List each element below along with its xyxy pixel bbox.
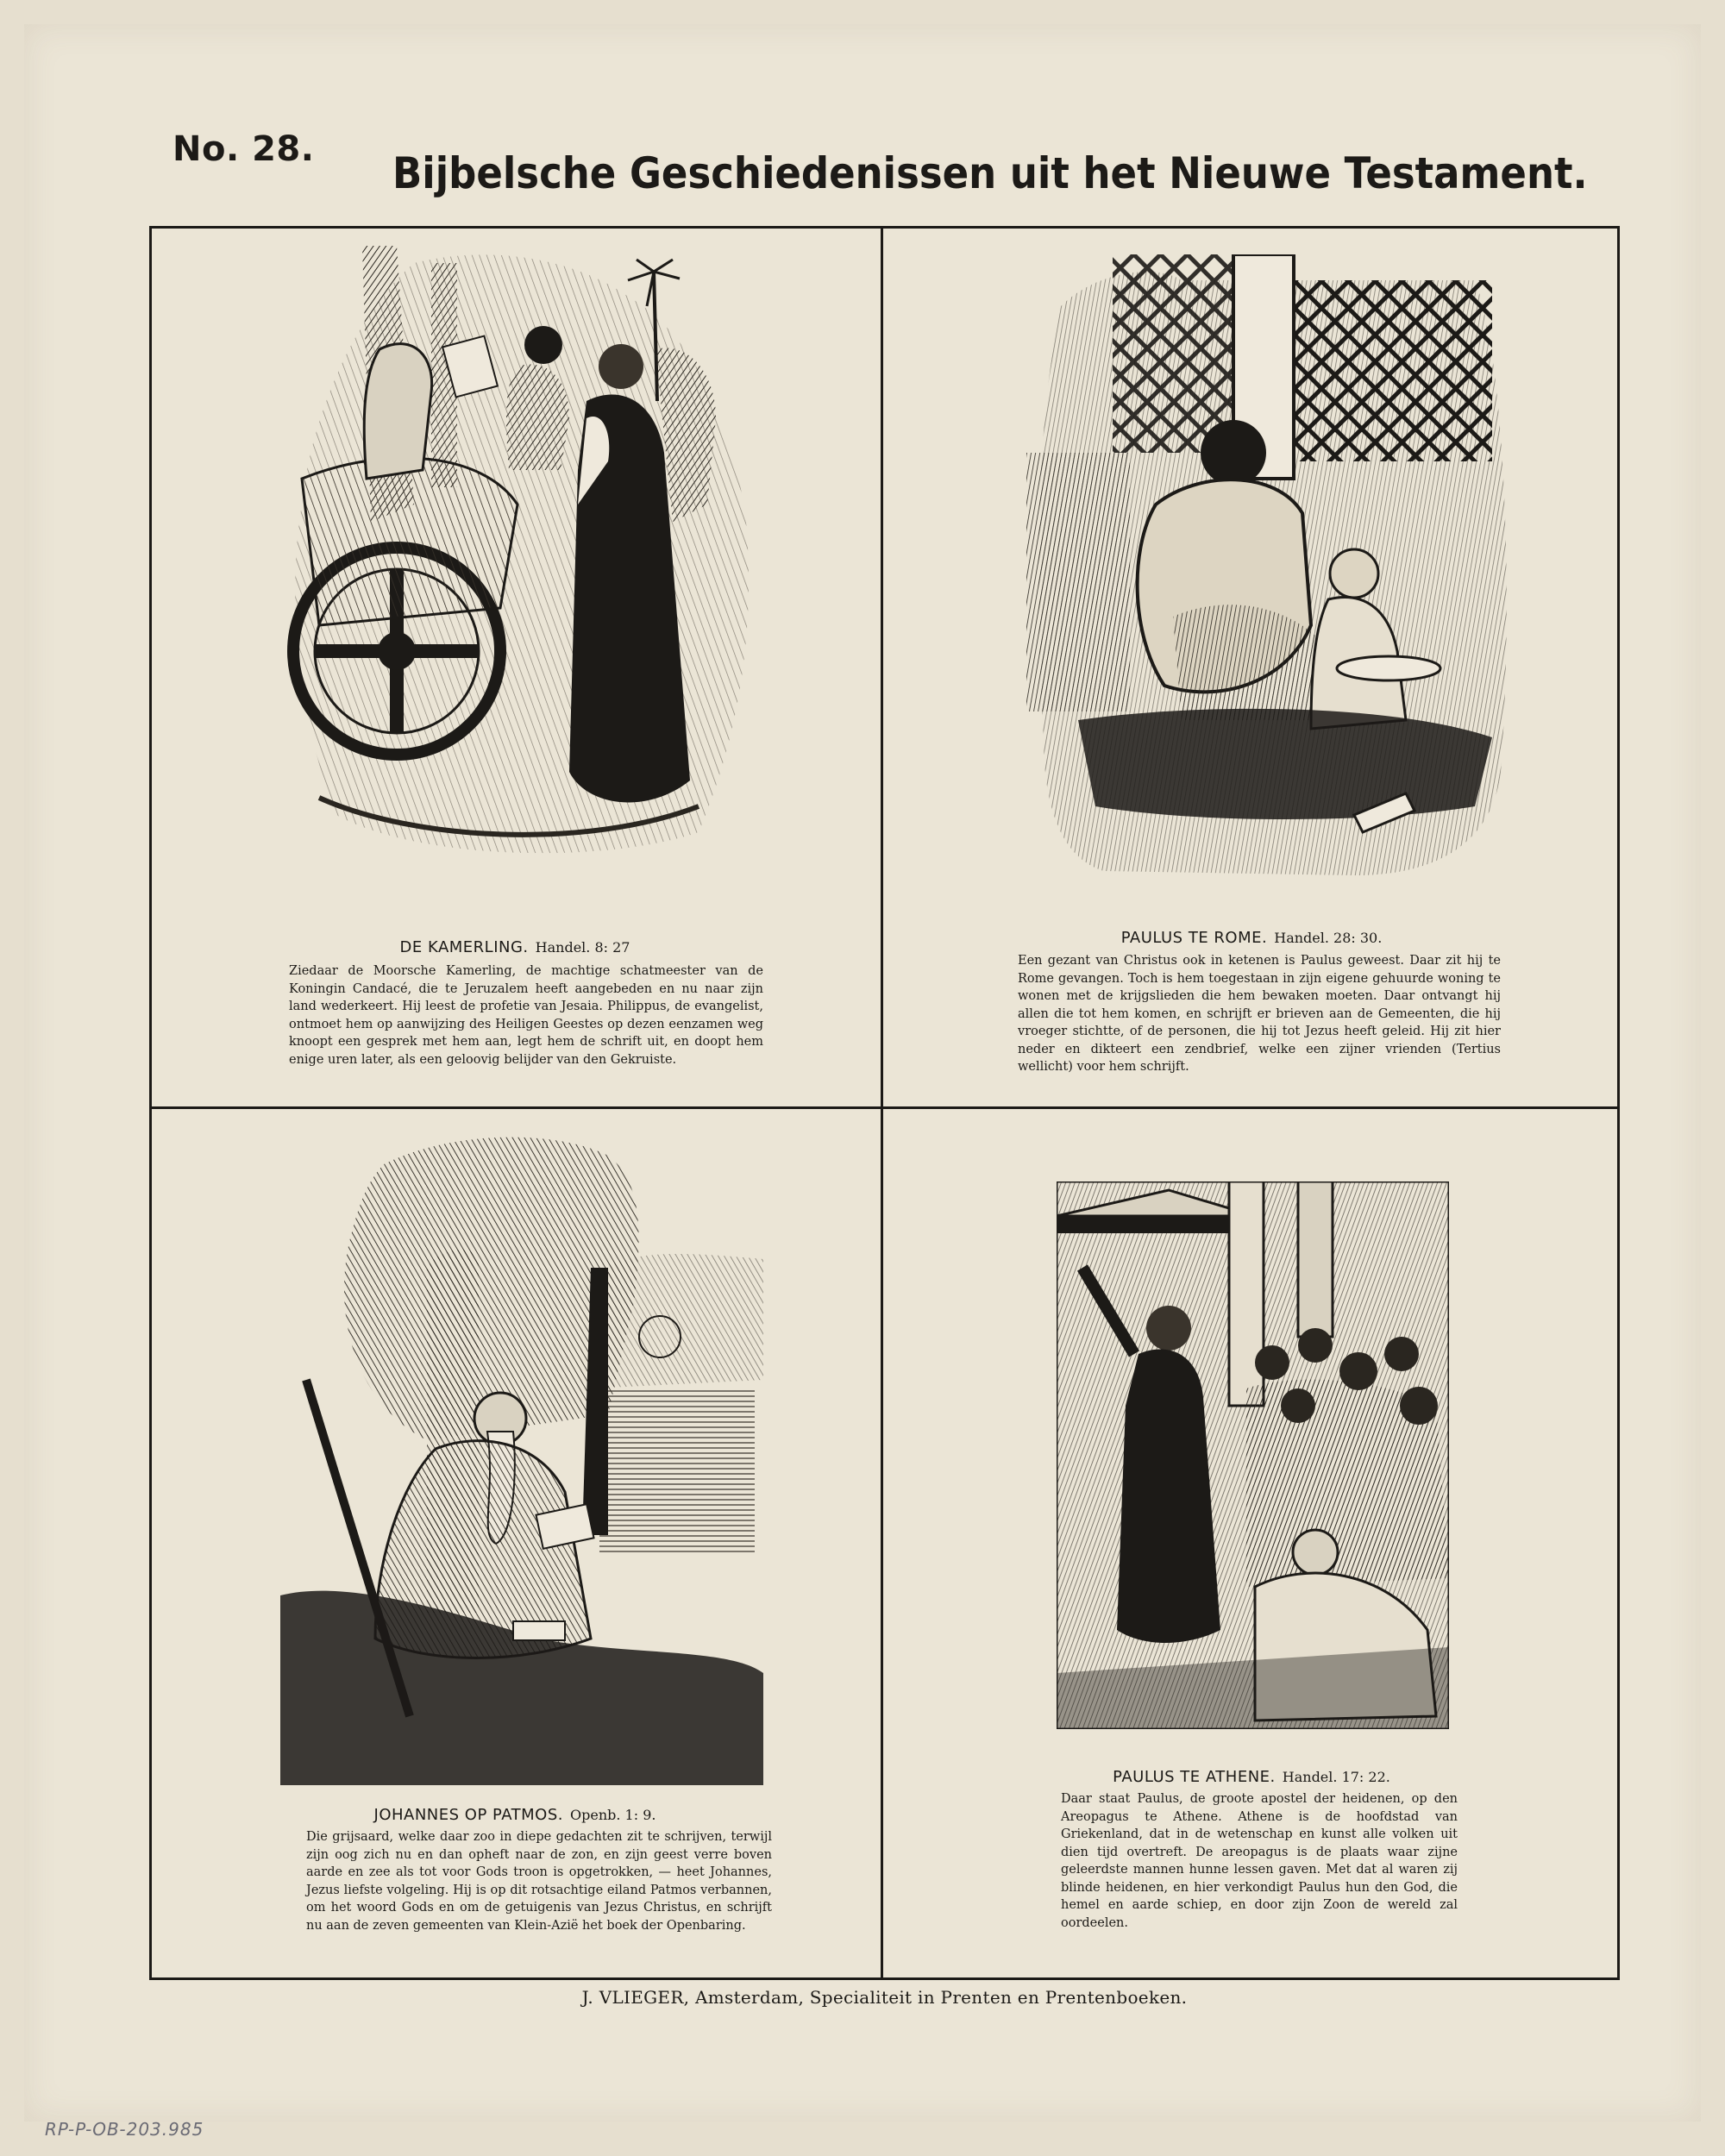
sheet-number: No. 28. [172,129,315,169]
caption-title-kamerling [149,938,881,956]
illustration-johannes-patmos [280,1130,763,1785]
illustration-kamerling [285,246,755,867]
vertical-divider [881,226,883,1980]
illustration-paulus-athene [1057,1181,1449,1729]
caption-reference: Handel. 8: 27 [535,939,630,956]
caption-title-johannes [149,1806,881,1824]
caption-text-kamerling: Ziedaar de Moorsche Kamerling, de machtige schatmeester van de Koningin Candacé, die te Jeruzalem heeft aangebeden en nu naar zijn land wederkeert. Hij leest de profetie van Jesaia. Philippus, de evangelist, ontmoet hem op aanwijzing des Heiligen Geestes op dezen eenzamen weg knoopt een gesprek met hem aan, legt hem de schrift uit, en doopt hem enige uren later, als een geloovig belijder van den Gekruiste. [289,964,763,1067]
caption-name: PAULUS TE ROME. [1120,929,1268,947]
engraving-patmos-scene [280,1130,763,1785]
caption-title-paulus-rome [883,929,1620,947]
caption-reference: Openb. 1: 9. [570,1807,656,1823]
caption-text-paulus-athene: Daar staat Paulus, de groote apostel der heidenen, op den Areopagus te Athene. Athene is de hoofdstad van Griekenland, dat in de wetenschap en kunst alle volken uit dien tijd overtreft. De areopagus is de plaats waar zijne geleerdste mannen hunne lessen gaven. Met dat al waren zij blinde heidenen, en hier verkondigt Paulus hun den God, die hemel en aarde schiep, en door zijn Zoon de wereld zal oordeelen. [1061,1792,1458,1930]
inventory-mark: RP-P-OB-203.985 [45,2119,204,2140]
caption-name: PAULUS TE ATHENE. [1113,1768,1276,1786]
horizontal-divider [149,1106,1620,1109]
caption-title-paulus-athene [883,1768,1620,1786]
caption-reference: Handel. 28: 30. [1274,930,1383,946]
caption-reference: Handel. 17: 22. [1282,1769,1390,1785]
engraving-chariot-scene [285,246,755,867]
sheet-title: Bijbelsche Geschiedenissen uit het Nieuwe Testament. [392,148,1588,198]
engraving-prison-scene [1026,254,1518,884]
caption-name: DE KAMERLING. [399,938,529,956]
caption-text-johannes: Die grijsaard, welke daar zoo in diepe gedachten zit te schrijven, terwijl zijn oog zich nu en dan opheft naar de zon, en zijn geest verre boven aarde en zee als tot voor Gods troon is opgetrokken, — heet Johannes, Jezus liefste volgeling. Hij is op dit rotsachtige eiland Patmos verbannen, om het woord Gods en om de getuigenis van Jezus Christus, en schrijft nu aan de zeven gemeenten van Klein-Azië het boek der Openbaring. [306,1830,772,1933]
caption-name: JOHANNES OP PATMOS. [373,1806,563,1824]
illustration-paulus-rome [1026,254,1518,884]
engraving-areopagus-scene [1057,1181,1449,1729]
publisher-line: J. VLIEGER, Amsterdam, Specialiteit in Prenten en Prentenboeken. [581,1987,1188,2008]
caption-text-paulus-rome: Een gezant van Christus ook in ketenen is Paulus geweest. Daar zit hij te Rome gevangen. Toch is hem toegestaan in zijn eigene gehuurde woning te wonen met de krijgslieden die hem bewaken moeten. Daar ontvangt hij allen die tot hem komen, en schrijft er brieven aan de Gemeenten, die hij vroeger stichtte, of de personen, die hij tot Jezus heeft geleid. Hij zit hier neder en dikteert een zendbrief, welke een zijner vrienden (Tertius wellicht) voor hem schrijft. [1018,954,1501,1074]
